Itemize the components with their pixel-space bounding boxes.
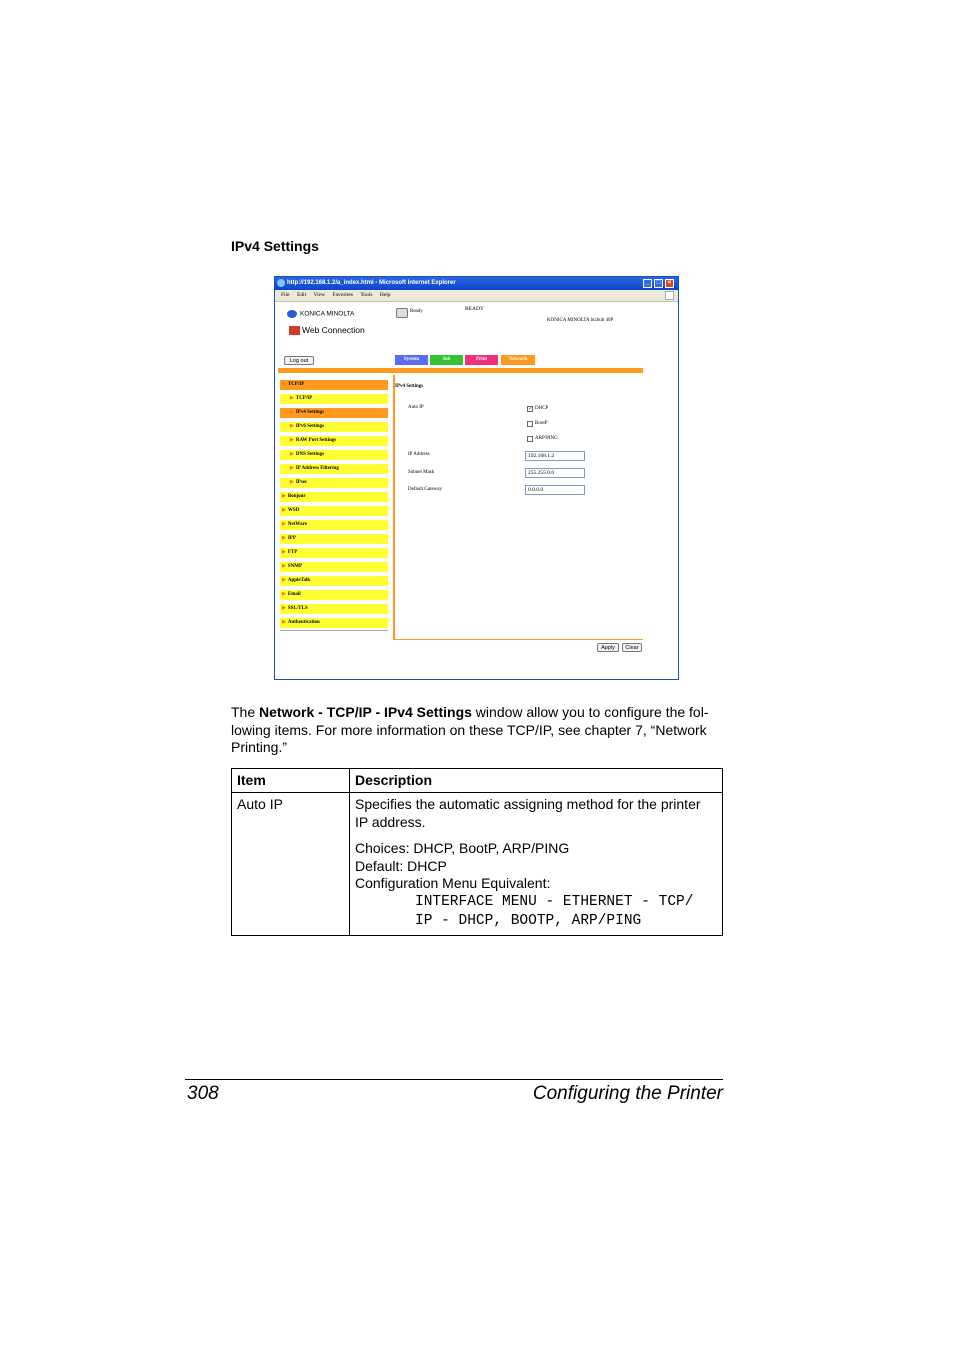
section-title: IPv4 Settings — [231, 238, 319, 254]
desc-text: Specifies the automatic assigning method for the printer IP address. — [355, 796, 701, 830]
sidebar-divider — [280, 630, 388, 631]
sidebar-item-label: FTP — [287, 550, 298, 555]
sidebar-item-label: WSD — [287, 508, 300, 513]
sidebar-item-label: DNS Settings — [295, 452, 325, 457]
printer-model: KONICA MINOLTA bizhub 40P — [547, 318, 614, 323]
arrow-right-icon: ▶ — [290, 438, 294, 443]
footer-title: Configuring the Printer — [532, 1083, 723, 1104]
sidebar-item-label: RAW Port Settings — [295, 438, 337, 443]
bootp-label: BootP — [535, 421, 548, 426]
desc-code-line-2: IP - DHCP, BOOTP, ARP/PING — [415, 913, 642, 929]
sidebar-item[interactable] — [280, 548, 388, 558]
subnet-mask-field[interactable]: 255.255.0.0 — [525, 468, 585, 478]
cell-description — [350, 793, 723, 936]
menu-tools[interactable]: Tools — [360, 292, 373, 298]
sidebar-item-label: AppleTalk — [287, 578, 311, 583]
subnet-mask-label: Subnet Mask — [408, 470, 435, 475]
arp-ping-label: ARP/PING — [535, 436, 558, 441]
sidebar-item[interactable] — [280, 436, 388, 446]
product-name: Web Connection — [302, 325, 365, 335]
desc-code-line-1: INTERFACE MENU - ETHERNET - TCP/ — [415, 893, 694, 910]
status-display: READY — [465, 306, 484, 312]
panel-title: IPv4 Settings — [395, 384, 424, 389]
internet-explorer-icon — [277, 279, 285, 287]
arrow-right-icon: ▶ — [282, 508, 286, 513]
pagescope-icon — [289, 326, 300, 335]
intro-bold: Network - TCP/IP - IPv4 Settings — [259, 704, 472, 720]
sidebar-item[interactable] — [280, 562, 388, 572]
sidebar-item[interactable] — [280, 534, 388, 544]
tab-network[interactable]: Network — [501, 355, 535, 365]
table-row — [232, 793, 723, 936]
panel-divider — [393, 375, 395, 640]
menu-view[interactable]: View — [313, 292, 326, 298]
browser-title-bar — [275, 277, 678, 290]
sidebar-item-label: TCP/IP — [287, 382, 305, 387]
sidebar-item[interactable] — [280, 394, 388, 404]
sidebar-item-label: NetWare — [287, 522, 307, 527]
header-description: Description — [350, 769, 723, 793]
sidebar-item-label: IP Address Filtering — [295, 466, 339, 471]
arrow-right-icon: ▶ — [290, 466, 294, 471]
arrow-right-icon: ▶ — [282, 494, 286, 499]
menu-file[interactable]: File — [281, 292, 290, 298]
tab-job[interactable]: Job — [430, 355, 463, 365]
arrow-right-icon: ▶ — [282, 550, 286, 555]
sidebar-item[interactable] — [280, 380, 388, 390]
sidebar-item[interactable] — [280, 618, 388, 628]
dhcp-label: DHCP — [535, 406, 549, 411]
desc-default: Default: DHCP — [355, 857, 447, 874]
tab-underline-bar — [278, 368, 643, 373]
arrow-right-icon: ▶ — [282, 620, 286, 625]
desc-choices: Choices: DHCP, BootP, ARP/PING — [355, 840, 570, 856]
bootp-checkbox[interactable] — [527, 421, 533, 427]
menu-favorites[interactable]: Favorites — [332, 292, 353, 298]
default-gateway-label: Default Gateway — [408, 487, 443, 492]
sidebar-item[interactable] — [280, 604, 388, 614]
brand-name: KONICA MINOLTA — [300, 310, 355, 318]
arrow-right-icon: ▶ — [290, 396, 294, 401]
close-icon[interactable]: × — [665, 279, 674, 288]
arrow-right-icon: ▶ — [290, 452, 294, 457]
browser-title: http://192.168.1.2/a_index.html - Microsoft Internet Explorer — [287, 280, 456, 286]
printer-status-icon — [396, 308, 408, 318]
windows-flag-icon — [665, 291, 674, 300]
sidebar-nav — [280, 380, 388, 632]
sidebar-item-label: SSL/TLS — [287, 606, 308, 611]
sidebar-item[interactable] — [280, 576, 388, 586]
arrow-right-icon: ▶ — [290, 424, 294, 429]
sidebar-item[interactable] — [280, 464, 388, 474]
sidebar-item-label: IPv4 Settings — [295, 410, 325, 415]
apply-button[interactable]: Apply — [597, 643, 619, 652]
sidebar-item[interactable] — [280, 408, 388, 418]
logout-button[interactable]: Log out — [284, 356, 314, 365]
arrow-right-icon: ▶ — [282, 606, 286, 611]
cell-item: Auto IP — [232, 793, 350, 936]
settings-table — [231, 768, 723, 936]
arrow-right-icon: ▶ — [282, 522, 286, 527]
konica-minolta-logo — [287, 310, 354, 318]
browser-window-screenshot — [274, 276, 679, 680]
sidebar-item[interactable] — [280, 450, 388, 460]
arrow-right-icon: ▶ — [282, 578, 286, 583]
auto-ip-label: Auto IP — [408, 405, 424, 410]
arrow-right-icon: ▶ — [290, 480, 294, 485]
sidebar-item[interactable] — [280, 520, 388, 530]
sidebar-item[interactable] — [280, 422, 388, 432]
ip-address-label: IP Address — [408, 452, 430, 457]
sidebar-item[interactable] — [280, 590, 388, 600]
sidebar-item-label: Authentication — [287, 620, 320, 625]
sidebar-item-label: SNMP — [287, 564, 303, 569]
arrow-right-icon: ▶ — [282, 592, 286, 597]
page-number: 308 — [187, 1083, 219, 1104]
web-connection-logo — [289, 325, 365, 335]
arp-ping-checkbox[interactable] — [527, 436, 533, 442]
arrow-right-icon: ▶ — [290, 410, 294, 415]
maximize-icon[interactable]: □ — [654, 279, 663, 288]
menu-edit[interactable]: Edit — [296, 292, 307, 298]
status-small: Ready — [410, 309, 423, 314]
sidebar-item-label: IPv6 Settings — [295, 424, 325, 429]
sidebar-item-label: Email — [287, 592, 301, 597]
panel-bottom-divider — [393, 639, 643, 640]
desc-menu-equivalent: Configuration Menu Equivalent: — [355, 875, 551, 891]
arrow-right-icon: ▶ — [282, 536, 286, 541]
default-gateway-field[interactable]: 0.0.0.0 — [525, 485, 585, 495]
arrow-right-icon: ▶ — [282, 564, 286, 569]
sidebar-item[interactable] — [280, 478, 388, 488]
sidebar-item[interactable] — [280, 506, 388, 516]
sidebar-item-label: IPP — [287, 536, 296, 541]
sidebar-item-label: TCP/IP — [295, 396, 313, 401]
intro-paragraph — [231, 704, 723, 757]
sidebar-item[interactable] — [280, 492, 388, 502]
ip-address-field[interactable]: 192.168.1.2 — [525, 451, 585, 461]
arrow-right-icon: ▶ — [282, 382, 286, 387]
sidebar-item-label: Bonjour — [287, 494, 306, 499]
browser-menu-bar — [275, 290, 678, 302]
dhcp-checkbox[interactable]: ✓ — [528, 406, 534, 412]
tab-print[interactable]: Print — [465, 355, 498, 365]
brand-mark-icon — [287, 310, 297, 318]
header-item: Item — [232, 769, 350, 793]
menu-help[interactable]: Help — [379, 292, 391, 298]
clear-button[interactable]: Clear — [622, 643, 642, 652]
sidebar-item-label: IPsec — [295, 480, 308, 485]
tab-system[interactable]: System — [395, 355, 428, 365]
table-header-row — [232, 769, 723, 793]
footer-rule — [185, 1079, 723, 1080]
intro-pre: The — [231, 704, 260, 720]
intro-post: window allow you to configure the fol-lowing items. For more information on these TCP/IP, see chapter 7, “Network Printing.” — [231, 704, 709, 755]
minimize-icon[interactable]: _ — [643, 279, 652, 288]
